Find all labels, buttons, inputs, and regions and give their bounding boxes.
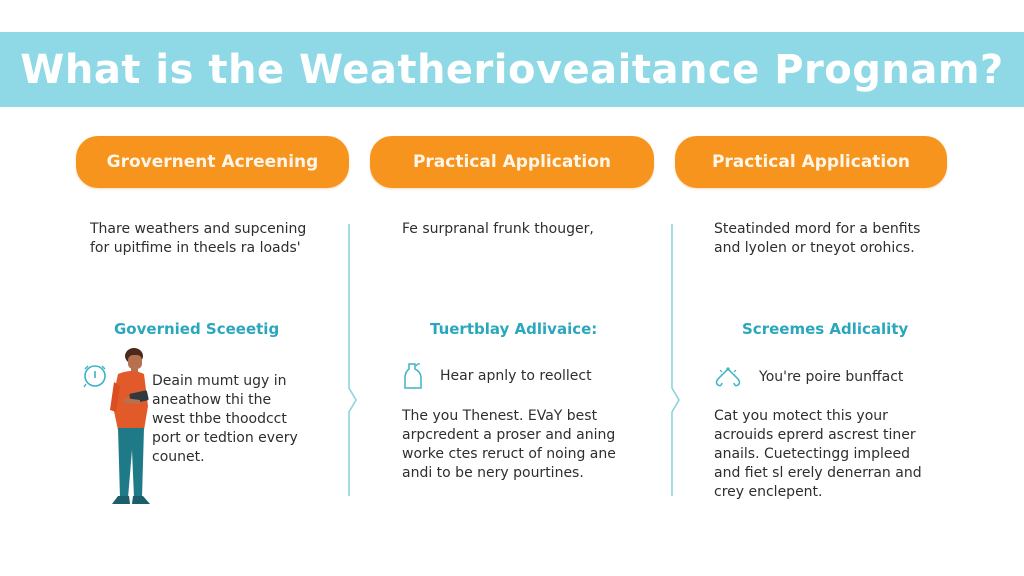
column-1-intro (90, 220, 306, 258)
body-line: Cat you motect this your (714, 408, 888, 424)
column-3-icon-row (713, 366, 903, 388)
page-title: What is the Weatherioveaitance Prognam? (20, 46, 1004, 93)
column-3-body (714, 407, 922, 502)
intro-line: Thare weathers and supcening (90, 221, 307, 237)
column-1-body (152, 372, 298, 467)
body-line: west thbe thoodcct (152, 411, 287, 427)
column-divider-1 (343, 224, 357, 496)
column-3-icon-label: You're poire bunffact (759, 369, 904, 385)
hooks-icon (713, 366, 743, 388)
intro-line: and lyolen or tneyot orohics. (714, 240, 915, 256)
column-1-header-button[interactable]: Grovernent Acreening (76, 136, 349, 188)
body-line: andi to be nery pourtines. (402, 465, 584, 481)
body-line: acrouids eprerd ascrest tiner (714, 427, 916, 443)
body-line: worke ctes reruct of noing ane (402, 446, 616, 462)
column-2-icon-label: Hear apnly to reollect (440, 368, 592, 384)
body-line: port or tedtion every (152, 430, 298, 446)
intro-line: for upitfime in theels ra loads' (90, 240, 301, 256)
title-banner (0, 32, 1024, 107)
column-1-subheading: Governied Sceeetig (114, 320, 280, 338)
column-2-subheading: Tuertblay Adlivaice: (430, 320, 598, 338)
column-3-intro (714, 220, 920, 258)
intro-line: Steatinded mord for a benfits (714, 221, 921, 237)
column-2-icon-row (402, 362, 592, 390)
body-line: anails. Cuetectingg impleed (714, 446, 910, 462)
column-2-intro (402, 220, 594, 239)
body-line: and fiet sl erely denerran and (714, 465, 922, 481)
column-2-body (402, 407, 616, 483)
intro-line: Fe surpranal frunk thouger, (402, 221, 594, 237)
bottle-icon (402, 362, 424, 390)
body-line: The you Thenest. EVaY best (402, 408, 598, 424)
body-line: crey enclepent. (714, 484, 823, 500)
body-line: Deain mumt ugy in (152, 373, 287, 389)
body-line: arpcredent a proser and aning (402, 427, 616, 443)
column-divider-2 (667, 224, 681, 496)
column-2-header-button[interactable]: Practical Application (370, 136, 654, 188)
body-line: counet. (152, 449, 205, 465)
column-3-subheading: Screemes Adlicality (742, 320, 909, 338)
body-line: aneathow thi the (152, 392, 272, 408)
column-3-header-button[interactable]: Practical Application (675, 136, 947, 188)
